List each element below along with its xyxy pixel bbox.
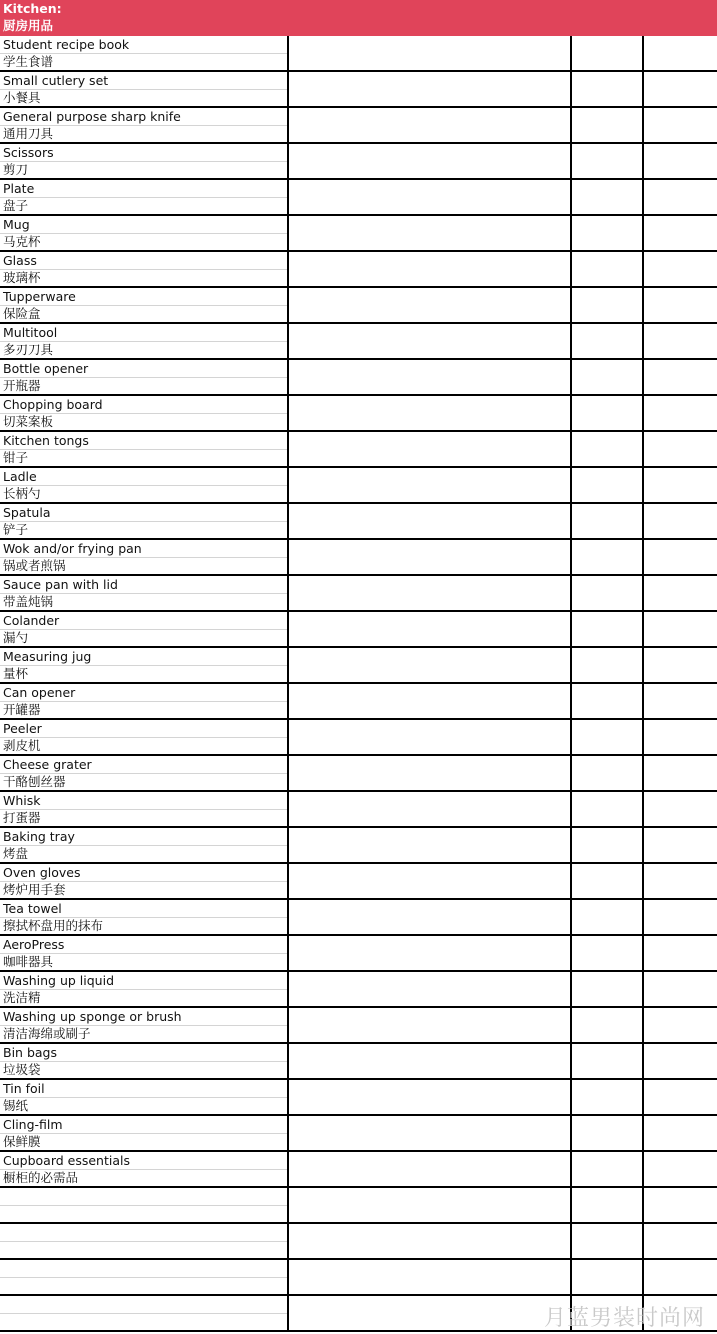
item-label-zh: 剥皮机: [3, 738, 41, 753]
check-cell-1[interactable]: [572, 576, 644, 612]
section-header: [0, 0, 717, 36]
cell-divider: [0, 629, 287, 630]
table-row: [0, 540, 717, 576]
table-row: [0, 1008, 717, 1044]
check-cell-2[interactable]: [644, 108, 717, 144]
item-label-en: Multitool: [3, 325, 58, 340]
item-name-cell: [0, 72, 289, 108]
check-cell-2[interactable]: [644, 648, 717, 684]
notes-cell[interactable]: [289, 396, 572, 432]
notes-cell[interactable]: [289, 900, 572, 936]
item-label-zh: 橱柜的必需品: [3, 1170, 79, 1185]
item-label-zh: 洗洁精: [3, 990, 41, 1005]
item-name-cell: [0, 288, 289, 324]
cell-divider: [0, 665, 287, 666]
check-cell-2[interactable]: [644, 900, 717, 936]
item-name-cell: [0, 108, 289, 144]
check-cell-2[interactable]: [644, 1116, 717, 1152]
check-cell-2[interactable]: [644, 972, 717, 1008]
item-name-cell: [0, 216, 289, 252]
check-cell-1[interactable]: [572, 360, 644, 396]
item-name-cell: [0, 180, 289, 216]
check-cell-1[interactable]: [572, 252, 644, 288]
check-cell-1[interactable]: [572, 36, 644, 72]
check-cell-1[interactable]: [572, 1224, 644, 1260]
item-label-en: Spatula: [3, 505, 51, 520]
notes-cell[interactable]: [289, 504, 572, 540]
notes-cell[interactable]: [289, 1152, 572, 1188]
table-row: [0, 1116, 717, 1152]
check-cell-2[interactable]: [644, 1224, 717, 1260]
table-row: [0, 756, 717, 792]
check-cell-1[interactable]: [572, 1188, 644, 1224]
item-name-cell: [0, 684, 289, 720]
notes-cell[interactable]: [289, 36, 572, 72]
item-name-cell: [0, 1224, 289, 1260]
cell-divider: [0, 1061, 287, 1062]
watermark: 月蓝男装时尚网: [543, 1306, 705, 1331]
item-label-zh: 玻璃杯: [3, 270, 41, 285]
check-cell-1[interactable]: [572, 288, 644, 324]
item-label-zh: 带盖炖锅: [3, 594, 54, 609]
item-label-zh: 铲子: [3, 522, 29, 537]
item-name-cell: [0, 792, 289, 828]
item-name-cell: [0, 360, 289, 396]
table-row: [0, 288, 717, 324]
notes-cell[interactable]: [289, 180, 572, 216]
check-cell-1[interactable]: [572, 684, 644, 720]
check-cell-2[interactable]: [644, 324, 717, 360]
notes-cell[interactable]: [289, 684, 572, 720]
check-cell-1[interactable]: [572, 936, 644, 972]
item-label-en: Cheese grater: [3, 757, 92, 772]
table-row: [0, 792, 717, 828]
item-label-zh: 小餐具: [3, 90, 41, 105]
item-label-en: Small cutlery set: [3, 73, 109, 88]
table-row: [0, 972, 717, 1008]
item-name-cell: [0, 612, 289, 648]
check-cell-1[interactable]: [572, 648, 644, 684]
item-name-cell: [0, 252, 289, 288]
notes-cell[interactable]: [289, 252, 572, 288]
notes-cell[interactable]: [289, 792, 572, 828]
item-label-en: Glass: [3, 253, 37, 268]
check-cell-1[interactable]: [572, 972, 644, 1008]
item-label-en: Bin bags: [3, 1045, 57, 1060]
item-label-zh: 多刃刀具: [3, 342, 54, 357]
check-cell-1[interactable]: [572, 1116, 644, 1152]
check-cell-2[interactable]: [644, 252, 717, 288]
item-label-zh: 盘子: [3, 198, 29, 213]
table-row: [0, 864, 717, 900]
check-cell-2[interactable]: [644, 432, 717, 468]
item-label-zh: 通用刀具: [3, 126, 54, 141]
item-label-zh: 切菜案板: [3, 414, 54, 429]
table-row: [0, 468, 717, 504]
check-cell-1[interactable]: [572, 756, 644, 792]
cell-divider: [0, 989, 287, 990]
check-cell-1[interactable]: [572, 720, 644, 756]
check-cell-2[interactable]: [644, 540, 717, 576]
check-cell-2[interactable]: [644, 396, 717, 432]
check-cell-2[interactable]: [644, 612, 717, 648]
item-label-zh: 长柄勺: [3, 486, 41, 501]
item-label-zh: 保鲜膜: [3, 1134, 41, 1149]
item-name-cell: [0, 468, 289, 504]
cell-divider: [0, 305, 287, 306]
item-label-en: Cling-film: [3, 1117, 63, 1132]
item-name-cell: [0, 720, 289, 756]
item-name-cell: [0, 1044, 289, 1080]
check-cell-1[interactable]: [572, 864, 644, 900]
check-cell-1[interactable]: [572, 1080, 644, 1116]
item-label-en: Kitchen tongs: [3, 433, 89, 448]
item-name-cell: [0, 864, 289, 900]
item-label-zh: 烤盘: [3, 846, 29, 861]
cell-divider: [0, 1205, 287, 1206]
table-row: [0, 576, 717, 612]
item-label-en: Peeler: [3, 721, 42, 736]
checklist-table: [0, 36, 717, 1332]
notes-cell[interactable]: [289, 324, 572, 360]
check-cell-1[interactable]: [572, 900, 644, 936]
item-label-en: Wok and/or frying pan: [3, 541, 142, 556]
item-name-cell: [0, 1260, 289, 1296]
table-row: [0, 36, 717, 72]
item-label-en: Scissors: [3, 145, 54, 160]
notes-cell[interactable]: [289, 1008, 572, 1044]
item-label-zh: 烤炉用手套: [3, 882, 66, 897]
table-row: [0, 1188, 717, 1224]
notes-cell[interactable]: [289, 432, 572, 468]
item-name-cell: [0, 324, 289, 360]
notes-cell[interactable]: [289, 216, 572, 252]
check-cell-2[interactable]: [644, 1080, 717, 1116]
item-label-en: Sauce pan with lid: [3, 577, 118, 592]
check-cell-2[interactable]: [644, 1044, 717, 1080]
table-row: [0, 1224, 717, 1260]
check-cell-2[interactable]: [644, 360, 717, 396]
cell-divider: [0, 521, 287, 522]
cell-divider: [0, 485, 287, 486]
item-name-cell: [0, 1080, 289, 1116]
check-cell-1[interactable]: [572, 504, 644, 540]
item-label-en: Student recipe book: [3, 37, 130, 52]
notes-cell[interactable]: [289, 1188, 572, 1224]
check-cell-2[interactable]: [644, 288, 717, 324]
item-label-en: Colander: [3, 613, 60, 628]
table-row: [0, 396, 717, 432]
item-label-zh: 咖啡器具: [3, 954, 54, 969]
table-row: [0, 720, 717, 756]
check-cell-1[interactable]: [572, 1152, 644, 1188]
item-name-cell: [0, 432, 289, 468]
item-name-cell: [0, 576, 289, 612]
item-name-cell: [0, 1008, 289, 1044]
table-row: [0, 360, 717, 396]
cell-divider: [0, 197, 287, 198]
item-label-zh: 马克杯: [3, 234, 41, 249]
table-row: [0, 1044, 717, 1080]
item-label-zh: 干酪刨丝器: [3, 774, 66, 789]
check-cell-2[interactable]: [644, 1152, 717, 1188]
item-label-zh: 清洁海绵或刷子: [3, 1026, 91, 1041]
notes-cell[interactable]: [289, 648, 572, 684]
notes-cell[interactable]: [289, 864, 572, 900]
item-name-cell: [0, 1188, 289, 1224]
table-row: [0, 900, 717, 936]
item-name-cell: [0, 1152, 289, 1188]
item-name-cell: [0, 144, 289, 180]
item-name-cell: [0, 828, 289, 864]
item-label-zh: 钳子: [3, 450, 29, 465]
check-cell-2[interactable]: [644, 1008, 717, 1044]
cell-divider: [0, 845, 287, 846]
cell-divider: [0, 1277, 287, 1278]
notes-cell[interactable]: [289, 1116, 572, 1152]
item-label-zh: 锡纸: [3, 1098, 29, 1113]
notes-cell[interactable]: [289, 828, 572, 864]
check-cell-1[interactable]: [572, 324, 644, 360]
item-name-cell: [0, 900, 289, 936]
table-row: [0, 828, 717, 864]
item-label-en: Tupperware: [3, 289, 76, 304]
item-name-cell: [0, 936, 289, 972]
check-cell-1[interactable]: [572, 108, 644, 144]
item-name-cell: [0, 972, 289, 1008]
item-label-zh: 锅或者煎锅: [3, 558, 66, 573]
notes-cell[interactable]: [289, 288, 572, 324]
item-label-en: Plate: [3, 181, 35, 196]
item-label-en: Chopping board: [3, 397, 103, 412]
cell-divider: [0, 1133, 287, 1134]
check-cell-1[interactable]: [572, 144, 644, 180]
table-row: [0, 108, 717, 144]
check-cell-2[interactable]: [644, 756, 717, 792]
notes-cell[interactable]: [289, 540, 572, 576]
cell-divider: [0, 737, 287, 738]
item-label-en: Washing up sponge or brush: [3, 1009, 182, 1024]
check-cell-1[interactable]: [572, 72, 644, 108]
item-label-zh: 漏勺: [3, 630, 29, 645]
table-row: [0, 504, 717, 540]
cell-divider: [0, 809, 287, 810]
item-name-cell: [0, 36, 289, 72]
check-cell-2[interactable]: [644, 180, 717, 216]
item-name-cell: [0, 1296, 289, 1332]
check-cell-1[interactable]: [572, 612, 644, 648]
item-name-cell: [0, 648, 289, 684]
notes-cell[interactable]: [289, 720, 572, 756]
check-cell-1[interactable]: [572, 540, 644, 576]
table-row: [0, 1080, 717, 1116]
check-cell-2[interactable]: [644, 864, 717, 900]
table-row: [0, 648, 717, 684]
check-cell-1[interactable]: [572, 468, 644, 504]
item-label-zh: 剪刀: [3, 162, 29, 177]
section-title-zh: 厨房用品: [3, 18, 54, 33]
item-name-cell: [0, 396, 289, 432]
cell-divider: [0, 269, 287, 270]
item-label-en: Tea towel: [3, 901, 62, 916]
table-row: [0, 936, 717, 972]
table-row: [0, 72, 717, 108]
notes-cell[interactable]: [289, 1296, 572, 1332]
check-cell-1[interactable]: [572, 180, 644, 216]
cell-divider: [0, 701, 287, 702]
check-cell-1[interactable]: [572, 1008, 644, 1044]
check-cell-2[interactable]: [644, 504, 717, 540]
cell-divider: [0, 1097, 287, 1098]
cell-divider: [0, 233, 287, 234]
cell-divider: [0, 1313, 287, 1314]
notes-cell[interactable]: [289, 1260, 572, 1296]
item-label-en: Cupboard essentials: [3, 1153, 131, 1168]
check-cell-2[interactable]: [644, 720, 717, 756]
notes-cell[interactable]: [289, 468, 572, 504]
check-cell-2[interactable]: [644, 792, 717, 828]
notes-cell[interactable]: [289, 576, 572, 612]
check-cell-2[interactable]: [644, 36, 717, 72]
cell-divider: [0, 89, 287, 90]
table-row: [0, 612, 717, 648]
item-label-zh: 量杯: [3, 666, 29, 681]
item-label-zh: 垃圾袋: [3, 1062, 41, 1077]
notes-cell[interactable]: [289, 144, 572, 180]
item-name-cell: [0, 756, 289, 792]
check-cell-1[interactable]: [572, 828, 644, 864]
cell-divider: [0, 377, 287, 378]
notes-cell[interactable]: [289, 972, 572, 1008]
item-label-en: General purpose sharp knife: [3, 109, 181, 124]
table-row: [0, 684, 717, 720]
table-row: [0, 144, 717, 180]
check-cell-2[interactable]: [644, 576, 717, 612]
cell-divider: [0, 1241, 287, 1242]
check-cell-1[interactable]: [572, 792, 644, 828]
item-name-cell: [0, 504, 289, 540]
table-row: [0, 180, 717, 216]
notes-cell[interactable]: [289, 360, 572, 396]
table-row: [0, 324, 717, 360]
notes-cell[interactable]: [289, 1080, 572, 1116]
check-cell-1[interactable]: [572, 1044, 644, 1080]
notes-cell[interactable]: [289, 1044, 572, 1080]
cell-divider: [0, 161, 287, 162]
item-label-en: Can opener: [3, 685, 76, 700]
item-label-en: Measuring jug: [3, 649, 92, 664]
item-label-zh: 保险盒: [3, 306, 41, 321]
section-title-en: Kitchen:: [3, 1, 62, 16]
item-label-en: Tin foil: [3, 1081, 45, 1096]
check-cell-2[interactable]: [644, 828, 717, 864]
item-label-en: Baking tray: [3, 829, 75, 844]
item-label-en: Washing up liquid: [3, 973, 114, 988]
item-label-zh: 开瓶器: [3, 378, 41, 393]
notes-cell[interactable]: [289, 108, 572, 144]
check-cell-2[interactable]: [644, 216, 717, 252]
item-label-en: Bottle opener: [3, 361, 89, 376]
table-row: [0, 1260, 717, 1296]
table-row: [0, 252, 717, 288]
check-cell-1[interactable]: [572, 1260, 644, 1296]
check-cell-2[interactable]: [644, 468, 717, 504]
check-cell-2[interactable]: [644, 1188, 717, 1224]
check-cell-1[interactable]: [572, 432, 644, 468]
check-cell-2[interactable]: [644, 936, 717, 972]
item-label-en: Whisk: [3, 793, 41, 808]
item-label-en: Mug: [3, 217, 30, 232]
check-cell-1[interactable]: [572, 396, 644, 432]
table-row: [0, 432, 717, 468]
check-cell-1[interactable]: [572, 216, 644, 252]
item-name-cell: [0, 540, 289, 576]
item-name-cell: [0, 1116, 289, 1152]
check-cell-2[interactable]: [644, 1260, 717, 1296]
notes-cell[interactable]: [289, 612, 572, 648]
notes-cell[interactable]: [289, 936, 572, 972]
cell-divider: [0, 449, 287, 450]
table-row: [0, 1152, 717, 1188]
item-label-en: AeroPress: [3, 937, 65, 952]
notes-cell[interactable]: [289, 72, 572, 108]
item-label-en: Oven gloves: [3, 865, 81, 880]
check-cell-2[interactable]: [644, 144, 717, 180]
item-label-en: Ladle: [3, 469, 37, 484]
item-label-zh: 擦拭杯盘用的抹布: [3, 918, 104, 933]
table-row: [0, 216, 717, 252]
check-cell-2[interactable]: [644, 684, 717, 720]
notes-cell[interactable]: [289, 756, 572, 792]
item-label-zh: 开罐器: [3, 702, 41, 717]
check-cell-2[interactable]: [644, 72, 717, 108]
item-label-zh: 打蛋器: [3, 810, 41, 825]
item-label-zh: 学生食谱: [3, 54, 54, 69]
notes-cell[interactable]: [289, 1224, 572, 1260]
